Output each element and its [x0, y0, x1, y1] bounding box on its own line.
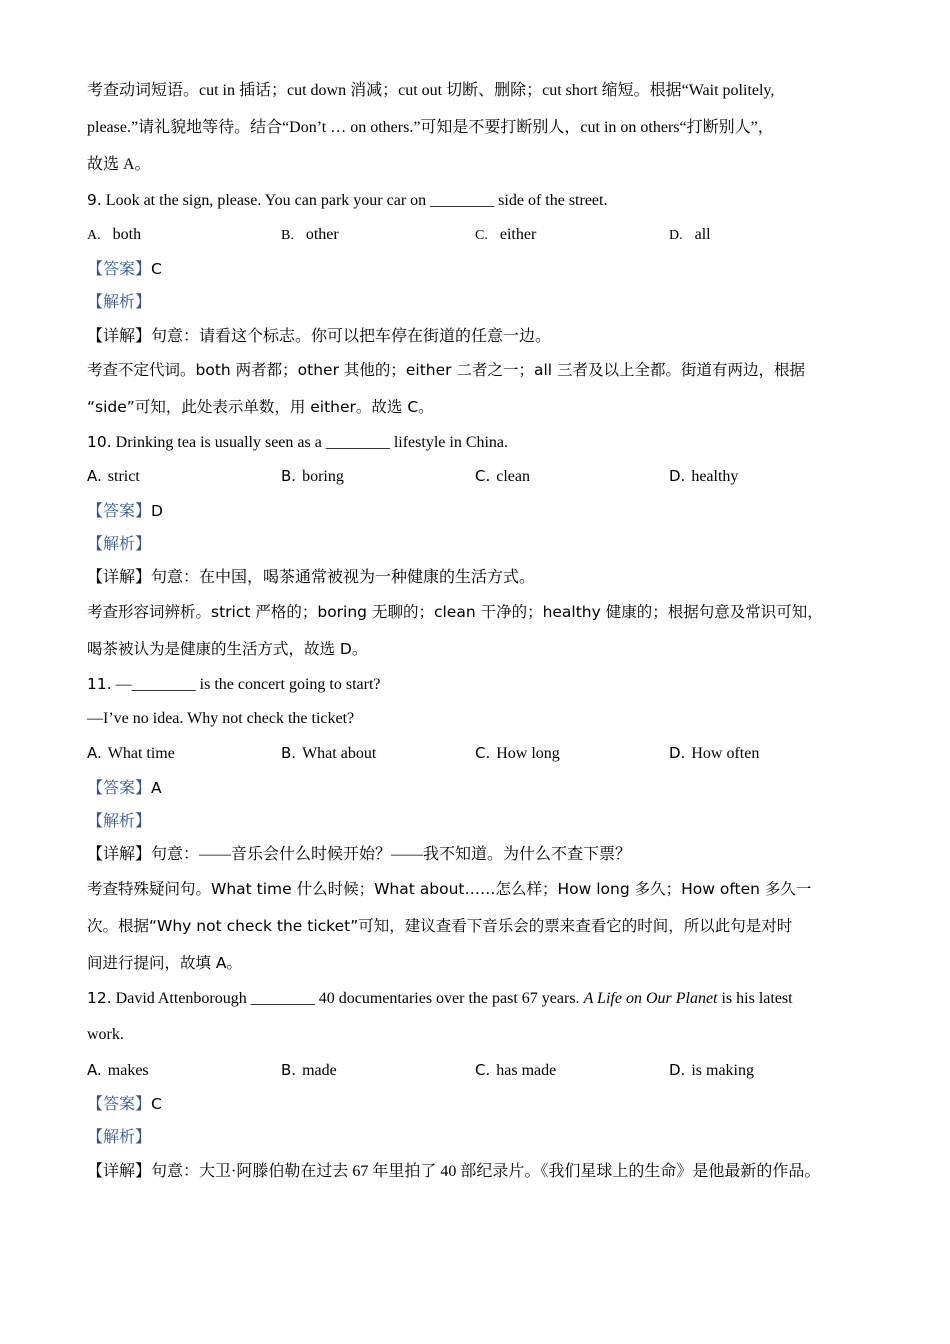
q12-option-b[interactable]: B. made: [281, 1061, 337, 1079]
q11-explain-3: 间进行提问，故填 A。: [87, 954, 243, 972]
question-12-text-b: is his latest: [717, 990, 793, 1007]
question-11-number: 11.: [87, 675, 112, 693]
analysis-label: 【解析】: [87, 294, 152, 311]
q12-answer: [87, 1094, 162, 1115]
question-12-title: A Life on Our Planet: [583, 990, 718, 1007]
answer-label: 【答案】: [87, 261, 152, 278]
q12-analysis: [87, 1128, 151, 1148]
q11-meaning: 句意：——音乐会什么时候开始？——我不知道。为什么不查下票？: [151, 846, 632, 863]
q11-answer: [87, 778, 162, 799]
analysis-label: 【解析】: [87, 1129, 152, 1146]
q11-detail: [87, 845, 631, 865]
q9-answer: [87, 259, 162, 280]
question-9-text: Look at the sign, please. You can park your car on ________ side of the street.: [101, 192, 608, 209]
q11-option-c[interactable]: C. How long: [475, 744, 560, 762]
question-11-reply: —I’ve no idea. Why not check the ticket?: [87, 710, 355, 727]
question-12-stem-2: work.: [87, 1026, 124, 1043]
q11-explain-2: 次。根据“Why not check the ticket”可知，建议查看下音乐会的票来查看它的时间，所以此句是对时: [87, 917, 793, 935]
question-12-text-a: David Attenborough ________ 40 documentaries over the past 67 years.: [111, 990, 584, 1007]
q9-detail: [87, 327, 551, 347]
analysis-label: 【解析】: [87, 813, 152, 830]
q10-analysis: [87, 535, 151, 555]
question-12-stem: [87, 988, 793, 1009]
q12-detail: [87, 1162, 820, 1182]
question-10-text: Drinking tea is usually seen as a ________ lifestyle in China.: [111, 434, 509, 451]
q12-meaning: 句意：大卫·阿滕伯勒在过去 67 年里拍了 40 部纪录片。《我们星球上的生命》是他最新的作品。: [151, 1163, 821, 1180]
intro-line-3: 故选 A。: [87, 156, 151, 173]
question-10-stem: [87, 432, 508, 453]
q11-option-d[interactable]: D. How often: [669, 744, 760, 762]
q10-answer-value: D: [151, 502, 163, 520]
answer-label: 【答案】: [87, 1096, 152, 1113]
detail-label: 【详解】: [87, 569, 152, 586]
q12-answer-value: C: [151, 1095, 162, 1113]
q9-meaning: 句意：请看这个标志。你可以把车停在街道的任意一边。: [151, 328, 552, 345]
question-9-number: 9.: [87, 191, 102, 209]
q9-explain-2: “side”可知，此处表示单数，用 either。故选 C。: [87, 398, 434, 416]
q10-option-c[interactable]: C. clean: [475, 467, 530, 485]
detail-label: 【详解】: [87, 1163, 152, 1180]
q10-meaning: 句意：在中国，喝茶通常被视为一种健康的生活方式。: [151, 569, 536, 586]
q9-option-c[interactable]: C. either: [475, 226, 537, 243]
question-11-stem: [87, 674, 381, 695]
q9-analysis: [87, 293, 151, 313]
q11-option-a[interactable]: A. What time: [87, 744, 175, 762]
question-11-text: —________ is the concert going to start?: [111, 676, 381, 693]
q9-option-a[interactable]: A. both: [87, 226, 142, 243]
q10-option-b[interactable]: B. boring: [281, 467, 344, 485]
q12-option-a[interactable]: A. makes: [87, 1061, 149, 1079]
analysis-label: 【解析】: [87, 536, 152, 553]
question-9-stem: [87, 190, 607, 211]
q10-answer: [87, 501, 163, 522]
q9-answer-value: C: [151, 260, 162, 278]
intro-line-2: please.”请礼貌地等待。结合“Don’t … on others.”可知是不要打断别人，cut in on others“打断别人”，: [87, 119, 774, 136]
answer-label: 【答案】: [87, 503, 152, 520]
q10-option-a[interactable]: A. strict: [87, 467, 140, 485]
q9-option-d[interactable]: D. all: [669, 226, 711, 243]
q11-analysis: [87, 812, 151, 832]
q10-detail: [87, 568, 535, 588]
detail-label: 【详解】: [87, 846, 152, 863]
intro-line-1: 考查动词短语。cut in 插话；cut down 消减；cut out 切断、删除；cut short 缩短。根据“Wait politely,: [87, 82, 775, 99]
answer-label: 【答案】: [87, 780, 152, 797]
q9-explain-1: 考查不定代词。both 两者都；other 其他的；either 二者之一；all 三者及以上全都。街道有两边，根据: [87, 361, 805, 379]
q10-explain-2: 喝茶被认为是健康的生活方式，故选 D。: [87, 640, 368, 658]
q12-option-d[interactable]: D. is making: [669, 1061, 754, 1079]
detail-label: 【详解】: [87, 328, 152, 345]
q11-explain-1: 考查特殊疑问句。What time 什么时候；What about……怎么样；How long 多久；How often 多久一: [87, 880, 812, 898]
q12-option-c[interactable]: C. has made: [475, 1061, 557, 1079]
q10-option-d[interactable]: D. healthy: [669, 467, 739, 485]
q9-option-b[interactable]: B. other: [281, 226, 339, 243]
q11-answer-value: A: [151, 779, 162, 797]
q11-option-b[interactable]: B. What about: [281, 744, 377, 762]
question-12-number: 12.: [87, 989, 112, 1007]
q10-explain-1: 考查形容词辨析。strict 严格的；boring 无聊的；clean 干净的；healthy 健康的；根据句意及常识可知，: [87, 603, 823, 621]
question-10-number: 10.: [87, 433, 112, 451]
